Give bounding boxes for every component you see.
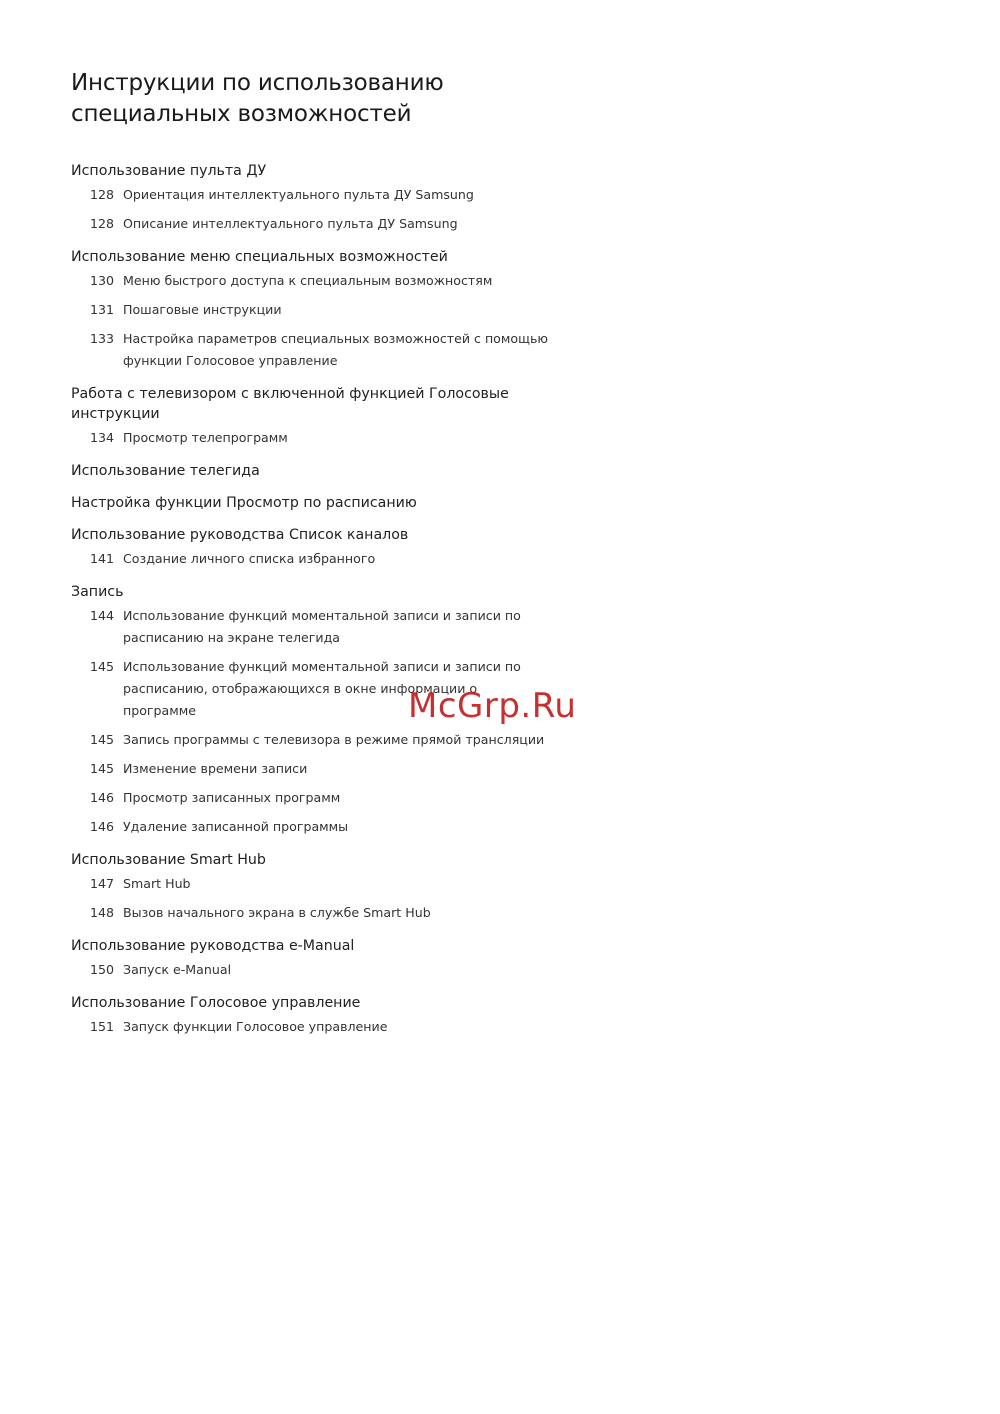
toc-entry-link[interactable] bbox=[71, 902, 551, 924]
toc-page-number: 131 bbox=[90, 302, 115, 317]
toc-entry-text: Использование функций моментальной записи и записи по расписанию на экране телегида bbox=[123, 608, 521, 645]
toc-entry-text: Создание личного списка избранного bbox=[123, 551, 376, 566]
toc-entry-link[interactable] bbox=[71, 184, 551, 206]
toc-entry-text: Настройка параметров специальных возможностей с помощью функции Голосовое управление bbox=[123, 331, 548, 368]
toc-section bbox=[71, 488, 551, 513]
toc-page-number: 141 bbox=[90, 551, 115, 566]
section-heading-link[interactable]: Использование Голосовое управление bbox=[71, 995, 361, 1011]
toc-entry-text: Меню быстрого доступа к специальным возможностям bbox=[123, 273, 493, 288]
section-heading-link[interactable]: Использование меню специальных возможностей bbox=[71, 249, 448, 265]
toc-entry-link[interactable] bbox=[71, 873, 551, 895]
toc-entry-text: Ориентация интеллектуального пульта ДУ Samsung bbox=[123, 187, 474, 202]
toc-section bbox=[71, 242, 551, 372]
toc-entry-text: Описание интеллектуального пульта ДУ Samsung bbox=[123, 216, 458, 231]
toc-entry-link[interactable] bbox=[71, 299, 551, 321]
toc-page-number: 133 bbox=[90, 331, 115, 346]
toc-page-number: 130 bbox=[90, 273, 115, 288]
toc-section bbox=[71, 931, 551, 981]
toc-entry-text: Использование функций моментальной записи и записи по расписанию, отображающихся в окне информации о программе bbox=[123, 659, 521, 718]
watermark: McGrp.Ru bbox=[408, 686, 577, 726]
toc-page-number: 146 bbox=[90, 790, 115, 805]
toc-page-number: 150 bbox=[90, 962, 115, 977]
toc-section bbox=[71, 156, 551, 235]
toc-page-number: 145 bbox=[90, 761, 115, 776]
toc-section bbox=[71, 520, 551, 570]
toc-entry-text: Изменение времени записи bbox=[123, 761, 308, 776]
section-heading-link[interactable]: Использование руководства Список каналов bbox=[71, 527, 409, 543]
table-of-contents bbox=[71, 156, 551, 1038]
toc-page-number: 145 bbox=[90, 659, 115, 674]
toc-section bbox=[71, 379, 551, 449]
toc-entry-link[interactable] bbox=[71, 427, 551, 449]
toc-entry-link[interactable] bbox=[71, 959, 551, 981]
toc-entry-text: Запуск функции Голосовое управление bbox=[123, 1019, 388, 1034]
toc-page-number: 148 bbox=[90, 905, 115, 920]
toc-page-number: 145 bbox=[90, 732, 115, 747]
section-heading-link[interactable]: Использование руководства e-Manual bbox=[71, 938, 355, 954]
toc-page-number: 147 bbox=[90, 876, 115, 891]
toc-entry-text: Просмотр записанных программ bbox=[123, 790, 341, 805]
toc-page-number: 128 bbox=[90, 216, 115, 231]
toc-entry-text: Вызов начального экрана в службе Smart Hub bbox=[123, 905, 431, 920]
toc-entry-link[interactable] bbox=[71, 548, 551, 570]
toc-page-number: 134 bbox=[90, 430, 115, 445]
toc-entry-link[interactable] bbox=[71, 816, 551, 838]
toc-entry-link[interactable] bbox=[71, 1016, 551, 1038]
toc-section bbox=[71, 845, 551, 924]
section-heading-link[interactable]: Запись bbox=[71, 584, 124, 600]
toc-entry-link[interactable] bbox=[71, 605, 551, 649]
toc-entry-link[interactable] bbox=[71, 213, 551, 235]
section-heading-link[interactable]: Работа с телевизором с включенной функцией Голосовые инструкции bbox=[71, 386, 509, 422]
toc-entry-text: Smart Hub bbox=[123, 876, 191, 891]
toc-entry-link[interactable] bbox=[71, 729, 551, 751]
toc-page-number: 151 bbox=[90, 1019, 115, 1034]
toc-entry-link[interactable] bbox=[71, 328, 551, 372]
toc-section bbox=[71, 988, 551, 1038]
toc-entry-text: Запуск e-Manual bbox=[123, 962, 232, 977]
toc-page-number: 128 bbox=[90, 187, 115, 202]
toc-entry-link[interactable] bbox=[71, 758, 551, 780]
toc-entry-text: Запись программы с телевизора в режиме прямой трансляции bbox=[123, 732, 545, 747]
section-heading-link[interactable]: Использование пульта ДУ bbox=[71, 163, 267, 179]
toc-entry-link[interactable] bbox=[71, 787, 551, 809]
page-title bbox=[71, 68, 551, 130]
toc-entry-text: Просмотр телепрограмм bbox=[123, 430, 288, 445]
page-title-line-1: Инструкции по использованию bbox=[71, 70, 444, 96]
toc-entry-text: Пошаговые инструкции bbox=[123, 302, 282, 317]
section-heading-link[interactable]: Использование Smart Hub bbox=[71, 852, 266, 868]
section-heading-link[interactable]: Настройка функции Просмотр по расписанию bbox=[71, 495, 417, 511]
toc-section bbox=[71, 456, 551, 481]
toc-page bbox=[71, 68, 551, 1045]
toc-page-number: 144 bbox=[90, 608, 115, 623]
section-heading-link[interactable]: Использование телегида bbox=[71, 463, 260, 479]
toc-entry-link[interactable] bbox=[71, 270, 551, 292]
page-title-line-2: специальных возможностей bbox=[71, 101, 412, 127]
toc-entry-text: Удаление записанной программы bbox=[123, 819, 349, 834]
toc-page-number: 146 bbox=[90, 819, 115, 834]
